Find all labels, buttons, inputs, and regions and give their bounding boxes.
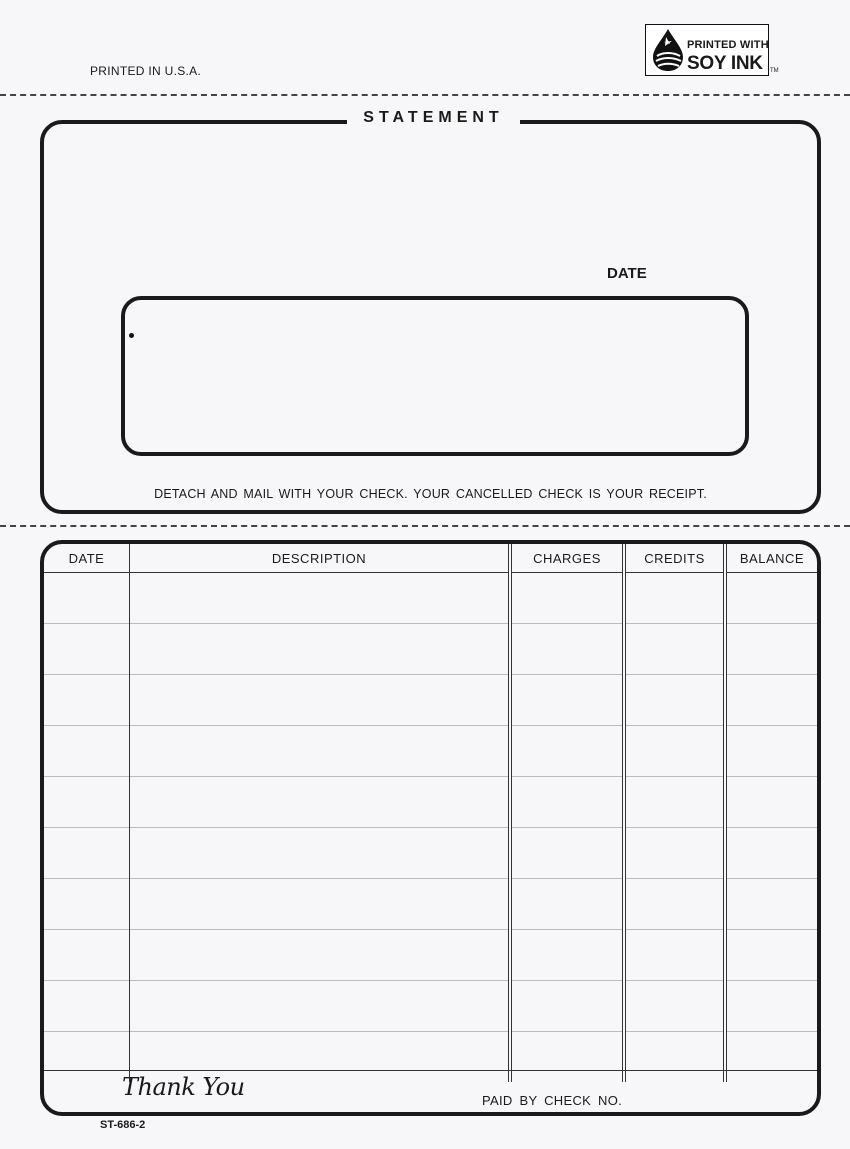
table-row [44, 624, 817, 675]
printed-in-usa: PRINTED IN U.S.A. [90, 64, 202, 78]
description-cell [130, 777, 511, 828]
date-cell [44, 573, 130, 624]
description-cell [130, 573, 511, 624]
ledger-body [44, 573, 817, 1083]
table-row [44, 726, 817, 777]
ledger-table [44, 544, 817, 1082]
charges-cell [510, 726, 624, 777]
credits-cell [624, 675, 725, 726]
soy-logo-line1: PRINTED WITH [687, 39, 769, 51]
description-cell [130, 828, 511, 879]
table-row [44, 675, 817, 726]
balance-cell [725, 828, 817, 879]
charges-cell [510, 624, 624, 675]
description-cell [130, 726, 511, 777]
detach-instructions: DETACH AND MAIL WITH YOUR CHECK. YOUR CANCELLED CHECK IS YOUR RECEIPT. [154, 487, 707, 501]
address-window-dot [129, 333, 134, 338]
credits-cell [624, 930, 725, 981]
form-number: ST-686-2 [100, 1119, 146, 1131]
ledger-box [40, 540, 821, 1116]
date-cell [44, 981, 130, 1032]
credits-cell [624, 573, 725, 624]
credits-cell [624, 777, 725, 828]
balance-cell [725, 675, 817, 726]
statement-title: STATEMENT [347, 109, 520, 127]
soy-logo-line2: SOY INK [687, 53, 763, 74]
charges-cell [510, 879, 624, 930]
soy-ink-logo [645, 24, 779, 78]
balance-cell [725, 726, 817, 777]
table-row [44, 930, 817, 981]
perforation-line-top [0, 94, 850, 96]
table-row [44, 828, 817, 879]
description-cell [130, 981, 511, 1032]
thank-you-script: Thank You [122, 1073, 245, 1101]
date-label: DATE [607, 265, 647, 282]
ledger-header-row [44, 544, 817, 573]
balance-cell [725, 879, 817, 930]
column-header-balance: BALANCE [725, 544, 817, 573]
ledger-footer [44, 1070, 817, 1116]
balance-cell [725, 624, 817, 675]
date-cell [44, 777, 130, 828]
description-cell [130, 879, 511, 930]
description-cell [130, 624, 511, 675]
charges-cell [510, 573, 624, 624]
credits-cell [624, 726, 725, 777]
address-window [121, 296, 749, 456]
table-row [44, 777, 817, 828]
column-header-credits: CREDITS [624, 544, 725, 573]
balance-cell [725, 930, 817, 981]
perforation-line-middle [0, 525, 850, 527]
charges-cell [510, 777, 624, 828]
charges-cell [510, 930, 624, 981]
credits-cell [624, 624, 725, 675]
charges-cell [510, 828, 624, 879]
paid-by-check-label: PAID BY CHECK NO. [482, 1093, 623, 1108]
charges-cell [510, 981, 624, 1032]
date-cell [44, 675, 130, 726]
date-cell [44, 828, 130, 879]
balance-cell [725, 981, 817, 1032]
balance-cell [725, 573, 817, 624]
column-header-date: DATE [44, 544, 130, 573]
table-row [44, 981, 817, 1032]
description-cell [130, 675, 511, 726]
date-cell [44, 726, 130, 777]
table-row [44, 879, 817, 930]
description-cell [130, 930, 511, 981]
soy-drop-icon [649, 27, 687, 73]
credits-cell [624, 879, 725, 930]
date-cell [44, 930, 130, 981]
charges-cell [510, 675, 624, 726]
credits-cell [624, 981, 725, 1032]
date-cell [44, 879, 130, 930]
trademark-mark: TM [770, 68, 779, 74]
balance-cell [725, 777, 817, 828]
date-cell [44, 624, 130, 675]
column-header-description: DESCRIPTION [130, 544, 511, 573]
table-row [44, 573, 817, 624]
column-header-charges: CHARGES [510, 544, 624, 573]
credits-cell [624, 828, 725, 879]
